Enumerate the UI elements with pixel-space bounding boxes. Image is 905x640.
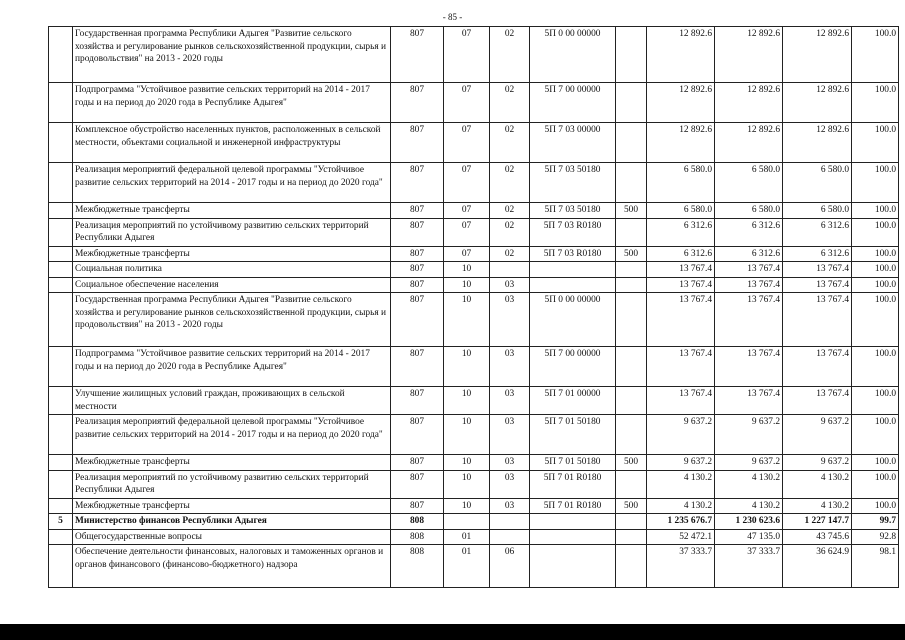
plan-amount: 13 767.4 (647, 262, 715, 278)
row-number (49, 545, 73, 588)
table-row (49, 203, 899, 219)
item-name: Подпрограмма "Устойчивое развитие сельских территорий на 2014 - 2017 годы и на период до 2020 года в Республике Адыгея" (73, 83, 391, 123)
table-row (49, 529, 899, 545)
refined-amount: 1 230 623.6 (715, 514, 783, 530)
item-name: Государственная программа Республики Адыгея "Развитие сельского хозяйства и регулирование рынков сельскохозяйственной продукции, сырья и продовольствия" на 2013 - 2020 годы (73, 27, 391, 83)
plan-amount: 4 130.2 (647, 498, 715, 514)
plan-amount: 12 892.6 (647, 123, 715, 163)
expense-type-code (616, 123, 647, 163)
refined-amount: 9 637.2 (715, 415, 783, 455)
target-article-code: 5П 7 03 50180 (530, 203, 616, 219)
item-name: Комплексное обустройство населенных пунктов, расположенных в сельской местности, объектами социальной и инженерной инфраструктуры (73, 123, 391, 163)
execution-percent: 100.0 (852, 455, 899, 471)
target-article-code: 5П 7 01 R0180 (530, 498, 616, 514)
section-code: 10 (444, 470, 490, 498)
row-number (49, 455, 73, 471)
ved-code: 807 (391, 83, 444, 123)
ved-code: 807 (391, 27, 444, 83)
item-name: Общегосударственные вопросы (73, 529, 391, 545)
execution-percent: 92.8 (852, 529, 899, 545)
row-number (49, 203, 73, 219)
executed-amount: 6 580.0 (783, 203, 852, 219)
expense-type-code (616, 545, 647, 588)
item-name: Межбюджетные трансферты (73, 203, 391, 219)
target-article-code (530, 529, 616, 545)
execution-percent: 100.0 (852, 163, 899, 203)
subsection-code: 03 (490, 277, 530, 293)
section-code: 10 (444, 347, 490, 387)
refined-amount: 6 580.0 (715, 163, 783, 203)
plan-amount: 52 472.1 (647, 529, 715, 545)
execution-percent: 100.0 (852, 498, 899, 514)
scan-border (0, 624, 905, 640)
table-row (49, 163, 899, 203)
plan-amount: 6 580.0 (647, 203, 715, 219)
execution-percent: 100.0 (852, 83, 899, 123)
executed-amount: 12 892.6 (783, 83, 852, 123)
plan-amount: 13 767.4 (647, 347, 715, 387)
item-name: Государственная программа Республики Адыгея "Развитие сельского хозяйства и регулирование рынков сельскохозяйственной продукции, сырья и продовольствия" на 2013 - 2020 годы (73, 293, 391, 347)
item-name: Социальное обеспечение населения (73, 277, 391, 293)
executed-amount: 13 767.4 (783, 347, 852, 387)
subsection-code: 03 (490, 470, 530, 498)
subsection-code: 02 (490, 163, 530, 203)
target-article-code: 5П 7 03 R0180 (530, 218, 616, 246)
refined-amount: 47 135.0 (715, 529, 783, 545)
item-name: Улучшение жилищных условий граждан, проживающих в сельской местности (73, 387, 391, 415)
item-name: Подпрограмма "Устойчивое развитие сельских территорий на 2014 - 2017 годы и на период до 2020 года в Республике Адыгея" (73, 347, 391, 387)
expense-type-code: 500 (616, 246, 647, 262)
table-row (49, 27, 899, 83)
execution-percent: 100.0 (852, 415, 899, 455)
row-number (49, 246, 73, 262)
target-article-code: 5П 7 01 R0180 (530, 470, 616, 498)
executed-amount: 1 227 147.7 (783, 514, 852, 530)
subsection-code: 02 (490, 218, 530, 246)
plan-amount: 9 637.2 (647, 455, 715, 471)
table-row (49, 455, 899, 471)
refined-amount: 12 892.6 (715, 83, 783, 123)
refined-amount: 4 130.2 (715, 470, 783, 498)
ved-code: 807 (391, 218, 444, 246)
executed-amount: 9 637.2 (783, 455, 852, 471)
section-code: 07 (444, 123, 490, 163)
section-code: 07 (444, 83, 490, 123)
subsection-code (490, 529, 530, 545)
row-number (49, 27, 73, 83)
subsection-code: 03 (490, 347, 530, 387)
subsection-code: 03 (490, 415, 530, 455)
execution-percent: 99.7 (852, 514, 899, 530)
execution-percent: 100.0 (852, 347, 899, 387)
row-number: 5 (49, 514, 73, 530)
expense-type-code (616, 293, 647, 347)
executed-amount: 43 745.6 (783, 529, 852, 545)
refined-amount: 37 333.7 (715, 545, 783, 588)
executed-amount: 6 580.0 (783, 163, 852, 203)
executed-amount: 13 767.4 (783, 387, 852, 415)
expense-type-code (616, 27, 647, 83)
ved-code: 807 (391, 203, 444, 219)
execution-percent: 100.0 (852, 218, 899, 246)
ved-code: 807 (391, 163, 444, 203)
executed-amount: 13 767.4 (783, 277, 852, 293)
row-number (49, 83, 73, 123)
executed-amount: 6 312.6 (783, 246, 852, 262)
ved-code: 807 (391, 293, 444, 347)
row-number (49, 470, 73, 498)
refined-amount: 4 130.2 (715, 498, 783, 514)
table-row (49, 293, 899, 347)
row-number (49, 498, 73, 514)
row-number (49, 387, 73, 415)
refined-amount: 9 637.2 (715, 455, 783, 471)
ved-code: 808 (391, 529, 444, 545)
row-number (49, 163, 73, 203)
section-code: 10 (444, 455, 490, 471)
table-row (49, 415, 899, 455)
expense-type-code: 500 (616, 203, 647, 219)
executed-amount: 4 130.2 (783, 498, 852, 514)
item-name: Межбюджетные трансферты (73, 455, 391, 471)
ved-code: 807 (391, 387, 444, 415)
plan-amount: 13 767.4 (647, 293, 715, 347)
expense-type-code (616, 218, 647, 246)
expense-type-code (616, 347, 647, 387)
ved-code: 807 (391, 415, 444, 455)
plan-amount: 6 312.6 (647, 218, 715, 246)
expense-type-code: 500 (616, 498, 647, 514)
target-article-code: 5П 0 00 00000 (530, 27, 616, 83)
plan-amount: 12 892.6 (647, 83, 715, 123)
section-code: 01 (444, 545, 490, 588)
row-number (49, 347, 73, 387)
target-article-code (530, 262, 616, 278)
section-code: 07 (444, 218, 490, 246)
expense-type-code: 500 (616, 455, 647, 471)
subsection-code (490, 262, 530, 278)
ved-code: 807 (391, 123, 444, 163)
section-code (444, 514, 490, 530)
row-number (49, 529, 73, 545)
plan-amount: 4 130.2 (647, 470, 715, 498)
refined-amount: 13 767.4 (715, 262, 783, 278)
table-row (49, 262, 899, 278)
subsection-code (490, 514, 530, 530)
target-article-code: 5П 7 03 50180 (530, 163, 616, 203)
section-code: 10 (444, 387, 490, 415)
plan-amount: 37 333.7 (647, 545, 715, 588)
item-name: Реализация мероприятий федеральной целевой программы "Устойчивое развитие сельских территорий на 2014 - 2017 годы и на период до 2020 года" (73, 163, 391, 203)
executed-amount: 13 767.4 (783, 262, 852, 278)
subsection-code: 02 (490, 123, 530, 163)
target-article-code: 5П 0 00 00000 (530, 293, 616, 347)
subsection-code: 02 (490, 83, 530, 123)
section-code: 10 (444, 498, 490, 514)
item-name: Реализация мероприятий федеральной целевой программы "Устойчивое развитие сельских территорий на 2014 - 2017 годы и на период до 2020 года" (73, 415, 391, 455)
refined-amount: 12 892.6 (715, 123, 783, 163)
expense-type-code (616, 529, 647, 545)
execution-percent: 100.0 (852, 123, 899, 163)
table-row (49, 123, 899, 163)
section-code: 10 (444, 415, 490, 455)
executed-amount: 36 624.9 (783, 545, 852, 588)
execution-percent: 100.0 (852, 293, 899, 347)
target-article-code: 5П 7 00 00000 (530, 83, 616, 123)
refined-amount: 13 767.4 (715, 387, 783, 415)
subsection-code: 02 (490, 27, 530, 83)
item-name: Межбюджетные трансферты (73, 498, 391, 514)
page-number: - 85 - (442, 12, 463, 22)
expense-type-code (616, 262, 647, 278)
section-code: 07 (444, 27, 490, 83)
plan-amount: 13 767.4 (647, 277, 715, 293)
plan-amount: 6 580.0 (647, 163, 715, 203)
execution-percent: 98.1 (852, 545, 899, 588)
target-article-code: 5П 7 01 50180 (530, 415, 616, 455)
ved-code: 807 (391, 470, 444, 498)
row-number (49, 123, 73, 163)
section-code: 07 (444, 246, 490, 262)
target-article-code (530, 545, 616, 588)
subsection-code: 03 (490, 293, 530, 347)
target-article-code: 5П 7 01 00000 (530, 387, 616, 415)
table-row (49, 545, 899, 588)
refined-amount: 6 312.6 (715, 246, 783, 262)
section-code: 10 (444, 277, 490, 293)
executed-amount: 13 767.4 (783, 293, 852, 347)
target-article-code (530, 514, 616, 530)
item-name: Социальная политика (73, 262, 391, 278)
execution-percent: 100.0 (852, 277, 899, 293)
subsection-code: 03 (490, 455, 530, 471)
item-name: Министерство финансов Республики Адыгея (73, 514, 391, 530)
target-article-code (530, 277, 616, 293)
execution-percent: 100.0 (852, 27, 899, 83)
target-article-code: 5П 7 03 00000 (530, 123, 616, 163)
ved-code: 807 (391, 246, 444, 262)
execution-percent: 100.0 (852, 246, 899, 262)
row-number (49, 262, 73, 278)
expense-type-code (616, 163, 647, 203)
ved-code: 807 (391, 498, 444, 514)
expense-type-code (616, 415, 647, 455)
target-article-code: 5П 7 00 00000 (530, 347, 616, 387)
refined-amount: 13 767.4 (715, 277, 783, 293)
row-number (49, 415, 73, 455)
table-row (49, 514, 899, 530)
refined-amount: 6 312.6 (715, 218, 783, 246)
ved-code: 808 (391, 514, 444, 530)
row-number (49, 293, 73, 347)
executed-amount: 4 130.2 (783, 470, 852, 498)
execution-percent: 100.0 (852, 203, 899, 219)
ved-code: 807 (391, 455, 444, 471)
subsection-code: 02 (490, 246, 530, 262)
subsection-code: 02 (490, 203, 530, 219)
refined-amount: 13 767.4 (715, 347, 783, 387)
table-row (49, 83, 899, 123)
section-code: 07 (444, 203, 490, 219)
expense-type-code (616, 277, 647, 293)
table-row (49, 387, 899, 415)
plan-amount: 13 767.4 (647, 387, 715, 415)
refined-amount: 12 892.6 (715, 27, 783, 83)
executed-amount: 12 892.6 (783, 123, 852, 163)
table-row (49, 277, 899, 293)
executed-amount: 9 637.2 (783, 415, 852, 455)
section-code: 10 (444, 262, 490, 278)
item-name: Реализация мероприятий по устойчивому развитию сельских территорий Республики Адыгея (73, 470, 391, 498)
subsection-code: 03 (490, 387, 530, 415)
item-name: Межбюджетные трансферты (73, 246, 391, 262)
row-number (49, 218, 73, 246)
subsection-code: 06 (490, 545, 530, 588)
expense-type-code (616, 514, 647, 530)
item-name: Реализация мероприятий по устойчивому развитию сельских территорий Республики Адыгея (73, 218, 391, 246)
plan-amount: 6 312.6 (647, 246, 715, 262)
target-article-code: 5П 7 01 50180 (530, 455, 616, 471)
subsection-code: 03 (490, 498, 530, 514)
execution-percent: 100.0 (852, 470, 899, 498)
row-number (49, 277, 73, 293)
expense-type-code (616, 387, 647, 415)
executed-amount: 12 892.6 (783, 27, 852, 83)
executed-amount: 6 312.6 (783, 218, 852, 246)
execution-percent: 100.0 (852, 262, 899, 278)
plan-amount: 1 235 676.7 (647, 514, 715, 530)
refined-amount: 6 580.0 (715, 203, 783, 219)
plan-amount: 12 892.6 (647, 27, 715, 83)
section-code: 10 (444, 293, 490, 347)
expense-type-code (616, 470, 647, 498)
table-row (49, 218, 899, 246)
ved-code: 807 (391, 262, 444, 278)
expense-type-code (616, 83, 647, 123)
refined-amount: 13 767.4 (715, 293, 783, 347)
budget-table (48, 26, 899, 588)
section-code: 01 (444, 529, 490, 545)
execution-percent: 100.0 (852, 387, 899, 415)
section-code: 07 (444, 163, 490, 203)
target-article-code: 5П 7 03 R0180 (530, 246, 616, 262)
ved-code: 807 (391, 347, 444, 387)
ved-code: 807 (391, 277, 444, 293)
item-name: Обеспечение деятельности финансовых, налоговых и таможенных органов и органов финансового (финансово-бюджетного) надзора (73, 545, 391, 588)
table-row (49, 498, 899, 514)
table-row (49, 347, 899, 387)
table-row (49, 470, 899, 498)
ved-code: 808 (391, 545, 444, 588)
table-row (49, 246, 899, 262)
plan-amount: 9 637.2 (647, 415, 715, 455)
